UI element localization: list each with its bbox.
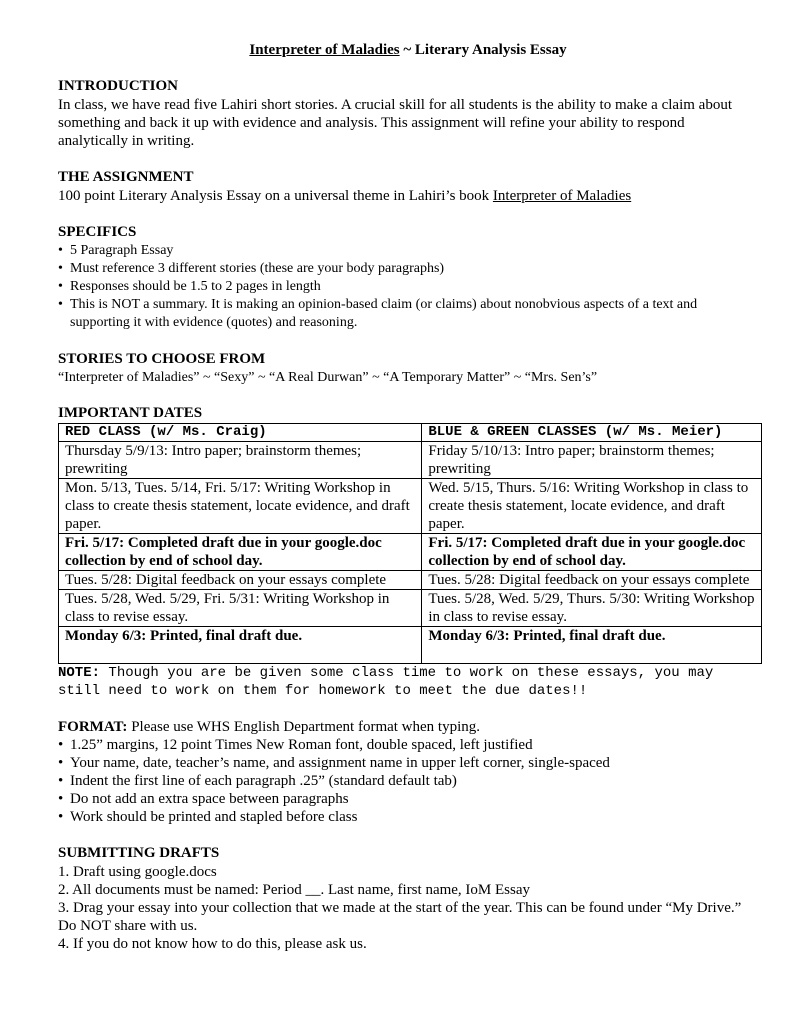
format-item: • Work should be printed and stapled before class <box>58 808 758 826</box>
document-title <box>58 42 758 59</box>
blue-green-class-cell: Tues. 5/28, Wed. 5/29, Thurs. 5/30: Writing Workshop in class to revise essay. <box>422 590 762 627</box>
format-list <box>58 736 758 826</box>
introduction-heading: INTRODUCTION <box>58 78 179 94</box>
blue-green-class-cell: Fri. 5/17: Completed draft due in your google.doc collection by end of school day. <box>422 534 762 571</box>
table-row <box>59 534 762 571</box>
assignment-section <box>58 168 758 205</box>
note <box>58 664 758 700</box>
submitting-section <box>58 844 758 953</box>
submitting-item: 4. If you do not know how to do this, please ask us. <box>58 936 367 952</box>
blue-green-class-cell: Wed. 5/15, Thurs. 5/16: Writing Workshop in class to create thesis statement, locate evidence, and draft paper. <box>422 479 762 534</box>
submitting-item: 1. Draft using google.docs <box>58 864 217 880</box>
stories-heading: STORIES TO CHOOSE FROM <box>58 351 266 367</box>
title-rest: ~ Literary Analysis Essay <box>399 42 567 58</box>
introduction-section <box>58 77 758 150</box>
table-row <box>59 571 762 590</box>
specifics-item: • Responses should be 1.5 to 2 pages in length <box>58 278 758 296</box>
red-class-cell: Mon. 5/13, Tues. 5/14, Fri. 5/17: Writing Workshop in class to create thesis statement, locate evidence, and draft paper. <box>59 479 422 534</box>
table-header-row <box>59 424 762 442</box>
assignment-heading: THE ASSIGNMENT <box>58 169 194 185</box>
blue-green-class-header: BLUE & GREEN CLASSES (w/ Ms. Meier) <box>422 424 762 442</box>
format-label: FORMAT: <box>58 719 128 735</box>
note-text: Though you are be given some class time to work on these essays, you may still need to work on them for homework to meet the due dates!! <box>58 665 714 699</box>
specifics-list <box>58 242 758 332</box>
submitting-heading: SUBMITTING DRAFTS <box>58 845 220 861</box>
stories-list: “Interpreter of Maladies” ~ “Sexy” ~ “A Real Durwan” ~ “A Temporary Matter” ~ “Mrs. Sen’s” <box>58 370 598 385</box>
red-class-header: RED CLASS (w/ Ms. Craig) <box>59 424 422 442</box>
assignment-book: Interpreter of Maladies <box>492 188 632 204</box>
blue-green-class-cell: Friday 5/10/13: Intro paper; brainstorm themes; prewriting <box>422 442 762 479</box>
assignment-description: 100 point Literary Analysis Essay on a universal theme in Lahiri’s book <box>58 188 493 204</box>
dates-heading: IMPORTANT DATES <box>58 405 203 421</box>
specifics-heading: SPECIFICS <box>58 224 137 240</box>
document-page <box>58 42 758 953</box>
table-row <box>59 442 762 479</box>
submitting-item: 2. All documents must be named: Period __. Last name, first name, IoM Essay <box>58 882 531 898</box>
table-row <box>59 590 762 627</box>
blue-green-class-cell: Monday 6/3: Printed, final draft due. <box>422 627 762 664</box>
specifics-item: • 5 Paragraph Essay <box>58 242 758 260</box>
blue-green-class-cell: Tues. 5/28: Digital feedback on your essays complete <box>422 571 762 590</box>
format-item: • Your name, date, teacher’s name, and assignment name in upper left corner, single-spaced <box>58 754 758 772</box>
submitting-list <box>58 863 758 953</box>
red-class-cell: Monday 6/3: Printed, final draft due. <box>59 627 422 664</box>
dates-table <box>58 423 762 664</box>
red-class-cell: Tues. 5/28, Wed. 5/29, Fri. 5/31: Writing Workshop in class to revise essay. <box>59 590 422 627</box>
format-text: Please use WHS English Department format when typing. <box>127 719 481 735</box>
specifics-item: • This is NOT a summary. It is making an opinion-based claim (or claims) about nonobvious aspects of a text and supporting it with evidence (quotes) and reasoning. <box>58 296 758 332</box>
format-intro <box>58 718 758 736</box>
format-item: • Indent the first line of each paragraph .25” (standard default tab) <box>58 772 758 790</box>
introduction-text: In class, we have read five Lahiri short stories. A crucial skill for all students is the ability to make a claim about something and back it up with evidence and analysis. This assignment will refine your ability to respond analytically in writing. <box>58 97 732 149</box>
red-class-cell: Fri. 5/17: Completed draft due in your google.doc collection by end of school day. <box>59 534 422 571</box>
dates-section <box>58 404 758 664</box>
red-class-cell: Tues. 5/28: Digital feedback on your essays complete <box>59 571 422 590</box>
red-class-cell: Thursday 5/9/13: Intro paper; brainstorm themes; prewriting <box>59 442 422 479</box>
stories-section <box>58 350 758 386</box>
submitting-item: 3. Drag your essay into your collection that we made at the start of the year. This can be found under “My Drive.” Do NOT share with us. <box>58 900 742 934</box>
assignment-text <box>58 187 758 205</box>
format-item: • 1.25” margins, 12 point Times New Roman font, double spaced, left justified <box>58 736 758 754</box>
title-book-name: Interpreter of Maladies <box>249 42 400 58</box>
note-label: NOTE: <box>58 665 101 681</box>
specifics-section <box>58 223 758 332</box>
table-row <box>59 479 762 534</box>
table-row <box>59 627 762 664</box>
specifics-item: • Must reference 3 different stories (these are your body paragraphs) <box>58 260 758 278</box>
format-section <box>58 718 758 826</box>
format-item: • Do not add an extra space between paragraphs <box>58 790 758 808</box>
